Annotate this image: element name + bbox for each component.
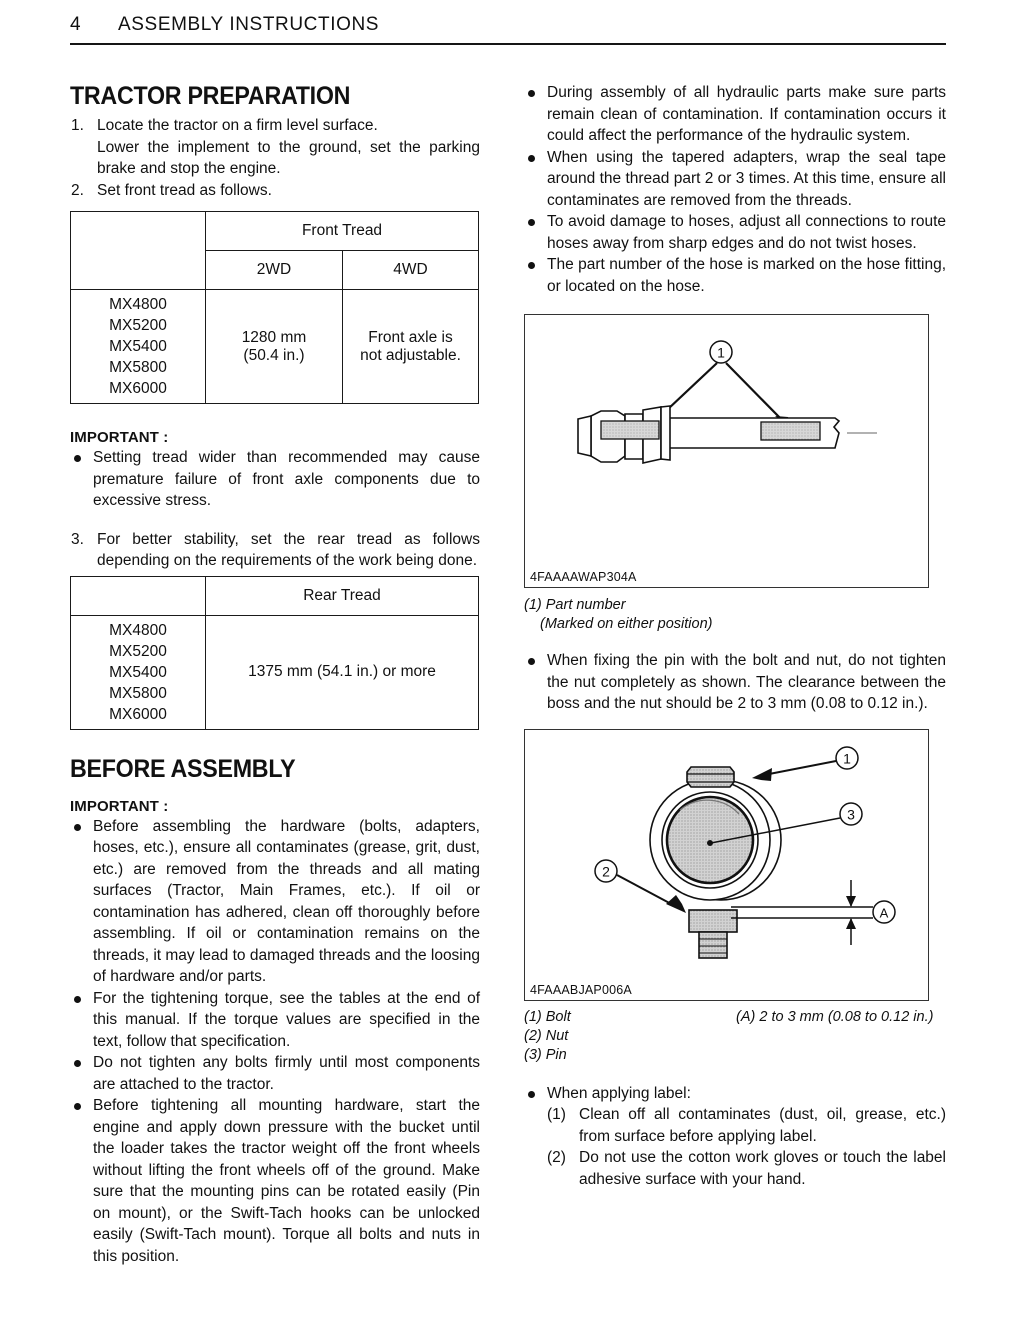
figure-2-code: 4FAAABJAP006A (530, 982, 632, 997)
step-1-line-1: Locate the tractor on a firm level surface. (97, 117, 378, 134)
model-name: MX5400 (109, 338, 167, 355)
table-row (71, 615, 479, 729)
model-name: MX5200 (109, 317, 167, 334)
arrowhead (666, 895, 686, 913)
applying-label-bullet: When applying label: (524, 1083, 946, 1105)
model-name: MX5400 (109, 663, 167, 681)
rear-tread-group-header: Rear Tread (206, 576, 479, 615)
spacer (524, 297, 946, 314)
rear-tread-table (70, 576, 479, 730)
callout-1-label: 1 (843, 750, 851, 766)
figure-1-legend-line-2: (Marked on either position) (540, 616, 713, 632)
callout-3-label: 3 (847, 806, 855, 822)
figure-2-legend (524, 1008, 946, 1065)
figure-hose-part-number (524, 314, 929, 588)
nut (689, 910, 737, 932)
step-2 (70, 180, 480, 202)
front-tread-value-4wd (343, 290, 479, 404)
applying-label-subitem-1 (524, 1104, 946, 1147)
figure-2-dimension-a: (A) 2 to 3 mm (0.08 to 0.12 in.) (736, 1008, 934, 1025)
model-name: MX6000 (109, 705, 167, 723)
figure-pin-illustration (525, 730, 930, 1002)
pin-clearance-bullet: When fixing the pin with the bolt and nut, do not tighten the nut completely as shown. The clearance between the boss and the nut should be 2 to 3 mm (0.08 to 0.12 in.). (524, 650, 946, 715)
table-row (71, 290, 479, 404)
hydraulic-bullet-3: To avoid damage to hoses, adjust all connections to route hoses away from sharp edges and do not twist hoses. (524, 211, 946, 254)
section-heading-before-assembly: BEFORE ASSEMBLY (70, 754, 296, 783)
front-tread-table (70, 211, 479, 404)
model-name: MX4800 (109, 621, 167, 639)
page-header (70, 12, 946, 46)
spacer (70, 788, 480, 798)
step-1 (70, 115, 480, 180)
step-3 (70, 529, 480, 572)
rear-tread-models-cell (71, 615, 206, 729)
spacer (524, 1001, 946, 1008)
model-name: MX5800 (109, 684, 167, 702)
applying-label-subitem-2-number: (2) (547, 1149, 566, 1166)
step-2-line-1: Set front tread as follows. (97, 181, 272, 199)
part-number-band-hose (761, 422, 820, 440)
page-title: ASSEMBLY INSTRUCTIONS (118, 14, 380, 35)
front-tread-group-header: Front Tread (206, 212, 479, 251)
front-tread-4wd-line-1: Front axle is (368, 328, 453, 346)
before-assembly-bullet-1: Before assembling the hardware (bolts, adapters, hoses, etc.), ensure all contaminates (grease, grit, dust, etc.) are removed from the threads and all mating surfaces (Tractor, Main Frames, etc.). If oil or contamination has adhered, clean off thoroughly before assembling. If oil or contamination remains on the threads, it may lead to damaged threads and the loosing of hardware and/or parts. (70, 816, 480, 988)
important-label-2: IMPORTANT : (70, 797, 169, 815)
applying-label-subitem-2-text: Do not use the cotton work gloves or touch the label adhesive surface with your hand. (579, 1149, 946, 1188)
before-assembly-bullet-2: For the tightening torque, see the tables at the end of this manual. If the torque values are specified in the text, follow that specification. (70, 988, 480, 1053)
spacer (524, 1065, 946, 1083)
step-1-number: 1. (71, 117, 84, 134)
table-row (71, 212, 479, 251)
spacer (70, 404, 480, 429)
figure-1-code: 4FAAAAWAP304A (530, 570, 637, 584)
applying-label-subitem-1-number: (1) (547, 1106, 566, 1123)
applying-label-subitem-2 (524, 1147, 946, 1190)
callout-a-label: A (879, 905, 889, 920)
front-tread-value-2wd (206, 290, 343, 404)
front-tread-4wd-line-2: not adjustable. (360, 346, 461, 364)
spacer (70, 730, 480, 755)
bolt-head (687, 767, 734, 787)
rear-tread-model-header-cell (71, 576, 206, 615)
step-2-number: 2. (71, 181, 84, 199)
step-3-text: For better stability, set the rear tread as follows depending on the requirements of the work being done. (97, 530, 480, 569)
model-name: MX4800 (109, 296, 167, 313)
front-tread-model-header-cell (71, 212, 206, 290)
model-name: MX5800 (109, 359, 167, 376)
figure-1-legend (524, 596, 946, 634)
arrowhead (846, 918, 856, 929)
callout-2-label: 2 (602, 863, 610, 879)
step-1-line-2: Lower the implement to the ground, set the parking brake and stop the engine. (97, 138, 480, 177)
hydraulic-bullet-1: During assembly of all hydraulic parts make sure parts remain clean of contamination. If contamination occurs it could affect the performance of the hydraulic system. (524, 82, 946, 147)
important-label-1: IMPORTANT : (70, 429, 169, 446)
front-tread-subheader-2wd: 2WD (206, 251, 343, 290)
spacer (70, 201, 480, 211)
table-row (71, 576, 479, 615)
page-number: 4 (70, 14, 81, 35)
figure-2-legend-item-3: (3) Pin (524, 1046, 567, 1063)
figure-1-legend-line-1: (1) Part number (524, 597, 626, 613)
hydraulic-bullet-2: When using the tapered adapters, wrap the seal tape around the thread part 2 or 3 times. At this time, ensure all contaminates are removed from the threads. (524, 147, 946, 212)
important-1-bullet: Setting tread wider than recommended may cause premature failure of front axle components due to excessive stress. (70, 447, 480, 512)
right-column (524, 82, 946, 1190)
front-tread-subheader-4wd: 4WD (343, 251, 479, 290)
front-tread-models-cell (71, 290, 206, 404)
figure-pin-bolt-nut (524, 729, 929, 1001)
step-3-number: 3. (71, 530, 84, 548)
model-name: MX6000 (109, 380, 167, 397)
arrowhead (752, 768, 772, 781)
section-heading-tractor-preparation: TRACTOR PREPARATION (70, 82, 351, 110)
before-assembly-bullet-4: Before tightening all mounting hardware, start the engine and apply down pressure with the bucket until the loader takes the tractor weight off the front wheels without lifting the front wheels off of the ground. Make sure that the mounting pins can be rotated easily (Pin on mount), or the Swift-Tach hooks can be unlocked easily (Swift-Tach mount). Torque all bolts and nuts in this position. (70, 1095, 480, 1267)
header-divider (70, 43, 946, 45)
rear-tread-value: 1375 mm (54.1 in.) or more (206, 615, 479, 729)
spacer (524, 634, 946, 650)
figure-hose-illustration (525, 315, 930, 589)
figure-2-legend-item-1: (1) Bolt (524, 1008, 571, 1025)
arrowhead (846, 896, 856, 907)
spacer (70, 512, 480, 529)
spacer (524, 588, 946, 596)
spacer (524, 715, 946, 729)
front-tread-2wd-mm: 1280 mm (241, 328, 307, 346)
before-assembly-bullet-3: Do not tighten any bolts firmly until most components are attached to the tractor. (70, 1052, 480, 1095)
hydraulic-bullet-4: The part number of the hose is marked on the hose fitting, or located on the hose. (524, 254, 946, 297)
bolt-shank (699, 932, 727, 958)
applying-label-subitem-1-text: Clean off all contaminates (dust, oil, grease, etc.) from surface before applying label. (579, 1106, 946, 1145)
figure-2-legend-row-1 (524, 1008, 946, 1027)
model-name: MX5200 (109, 642, 167, 660)
front-tread-2wd-in: (50.4 in.) (243, 346, 305, 364)
figure-2-legend-item-2: (2) Nut (524, 1027, 569, 1044)
left-column (70, 82, 480, 1267)
callout-1-label: 1 (717, 344, 725, 361)
part-number-band-fitting (601, 421, 659, 439)
